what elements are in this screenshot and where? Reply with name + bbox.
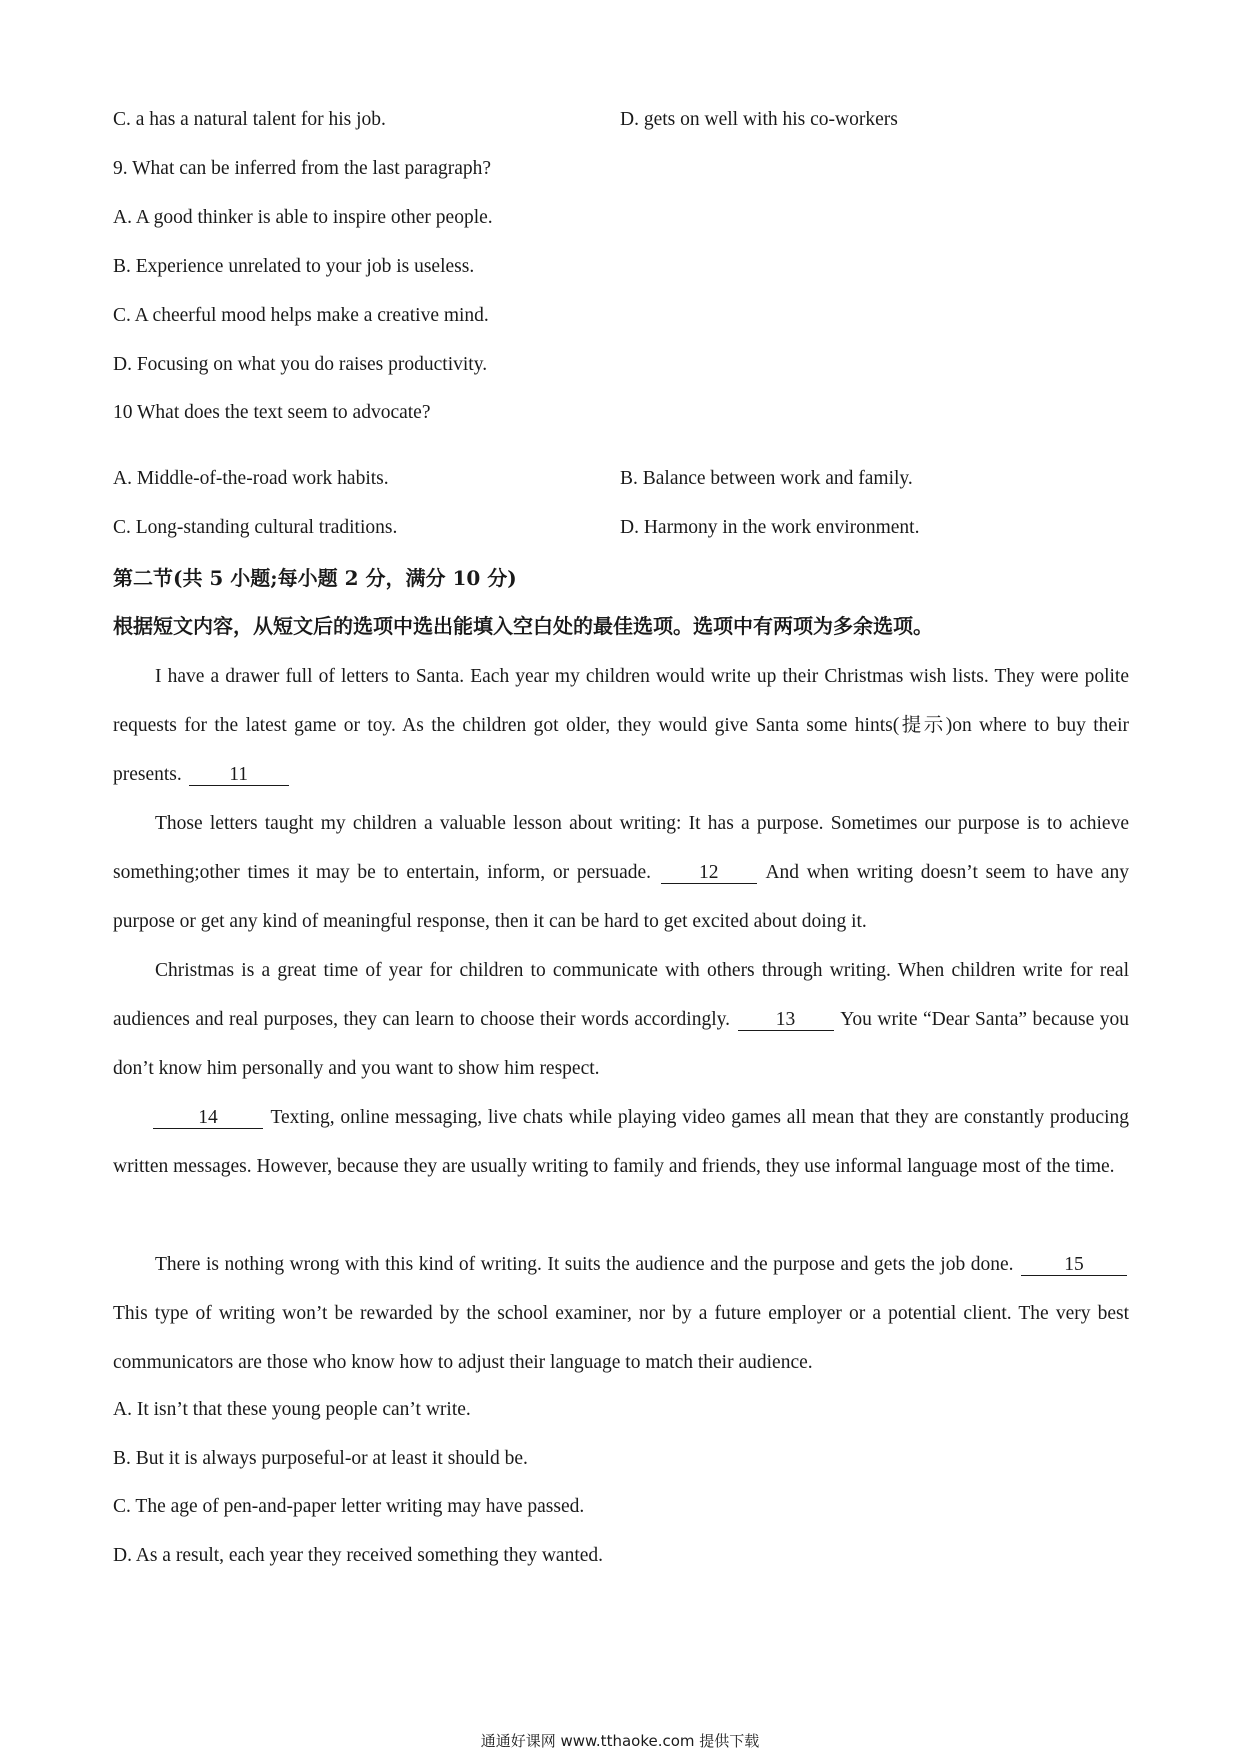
passage-paragraph-1: [113, 652, 1129, 799]
q9-option-d: D. Focusing on what you do raises productivity.: [113, 354, 488, 375]
section-title: 第二节(共 5 小题;每小题 2 分，满分 10 分): [113, 566, 517, 590]
paragraph-text: You write “Dear Santa” because you don’t know him personally and you want to show him respect.: [113, 1009, 1129, 1079]
q8-option-d: D. gets on well with his co-workers: [620, 109, 898, 130]
paragraph-text: Christmas is a great time of year for children to communicate with others through writing. When children write for real audiences and real purposes, they can learn to choose their words accordingly.: [113, 960, 1129, 1030]
q10-option-c: C. Long-standing cultural traditions.: [113, 517, 398, 538]
blank-14: 14: [153, 1108, 263, 1129]
passage-paragraph-5: [113, 1240, 1129, 1387]
option-b: B. But it is always purposeful-or at least it should be.: [113, 1448, 528, 1469]
passage-paragraph-3: [113, 946, 1129, 1093]
blank-13: 13: [738, 1010, 834, 1031]
q9-option-c: C. A cheerful mood helps make a creative mind.: [113, 305, 489, 326]
option-a: A. It isn’t that these young people can’t write.: [113, 1399, 471, 1420]
q8-option-c: C. a has a natural talent for his job.: [113, 109, 386, 130]
q9-option-b: B. Experience unrelated to your job is useless.: [113, 256, 475, 277]
paragraph-text: This type of writing won’t be rewarded by the school examiner, nor by a future employer or a potential client. The very best communicators are those who know how to adjust their language to match their audience.: [113, 1303, 1129, 1373]
paragraph-text: Those letters taught my children a valuable lesson about writing: It has a purpose. Sometimes our purpose is to achieve something;other times it may be to entertain, inform, or persuade.: [113, 813, 1129, 883]
option-c: C. The age of pen-and-paper letter writing may have passed.: [113, 1496, 585, 1517]
passage-paragraph-4: [113, 1093, 1129, 1191]
blank-11: 11: [189, 765, 289, 786]
paragraph-text: And when writing doesn’t seem to have any purpose or get any kind of meaningful response, then it can be hard to get excited about doing it.: [113, 862, 1130, 932]
blank-15: 15: [1021, 1255, 1127, 1276]
option-d: D. As a result, each year they received something they wanted.: [113, 1545, 604, 1566]
passage-paragraph-2: [113, 799, 1129, 946]
q9-option-a: A. A good thinker is able to inspire other people.: [113, 207, 493, 228]
blank-12: 12: [661, 863, 757, 884]
q10-option-a: A. Middle-of-the-road work habits.: [113, 468, 389, 489]
q9-stem: 9. What can be inferred from the last paragraph?: [113, 158, 492, 179]
page-footer: 通通好课网 www.tthaoke.com 提供下载: [480, 1732, 760, 1750]
section-instruction: 根据短文内容，从短文后的选项中选出能填入空白处的最佳选项。选项中有两项为多余选项。: [113, 614, 933, 638]
q10-option-d: D. Harmony in the work environment.: [620, 517, 920, 538]
q10-stem: 10 What does the text seem to advocate?: [113, 402, 431, 423]
paragraph-text: There is nothing wrong with this kind of writing. It suits the audience and the purpose and gets the job done.: [155, 1254, 1014, 1275]
paragraph-text: I have a drawer full of letters to Santa. Each year my children would write up their Christmas wish lists. They were polite requests for the latest game or toy. As the children got older, they would give Santa some hints(提示)on where to buy their presents.: [113, 666, 1129, 785]
paragraph-text: Texting, online messaging, live chats while playing video games all mean that they are constantly producing written messages. However, because they are usually writing to family and friends, they use informal language most of the time.: [113, 1107, 1129, 1177]
q10-option-b: B. Balance between work and family.: [620, 468, 913, 489]
